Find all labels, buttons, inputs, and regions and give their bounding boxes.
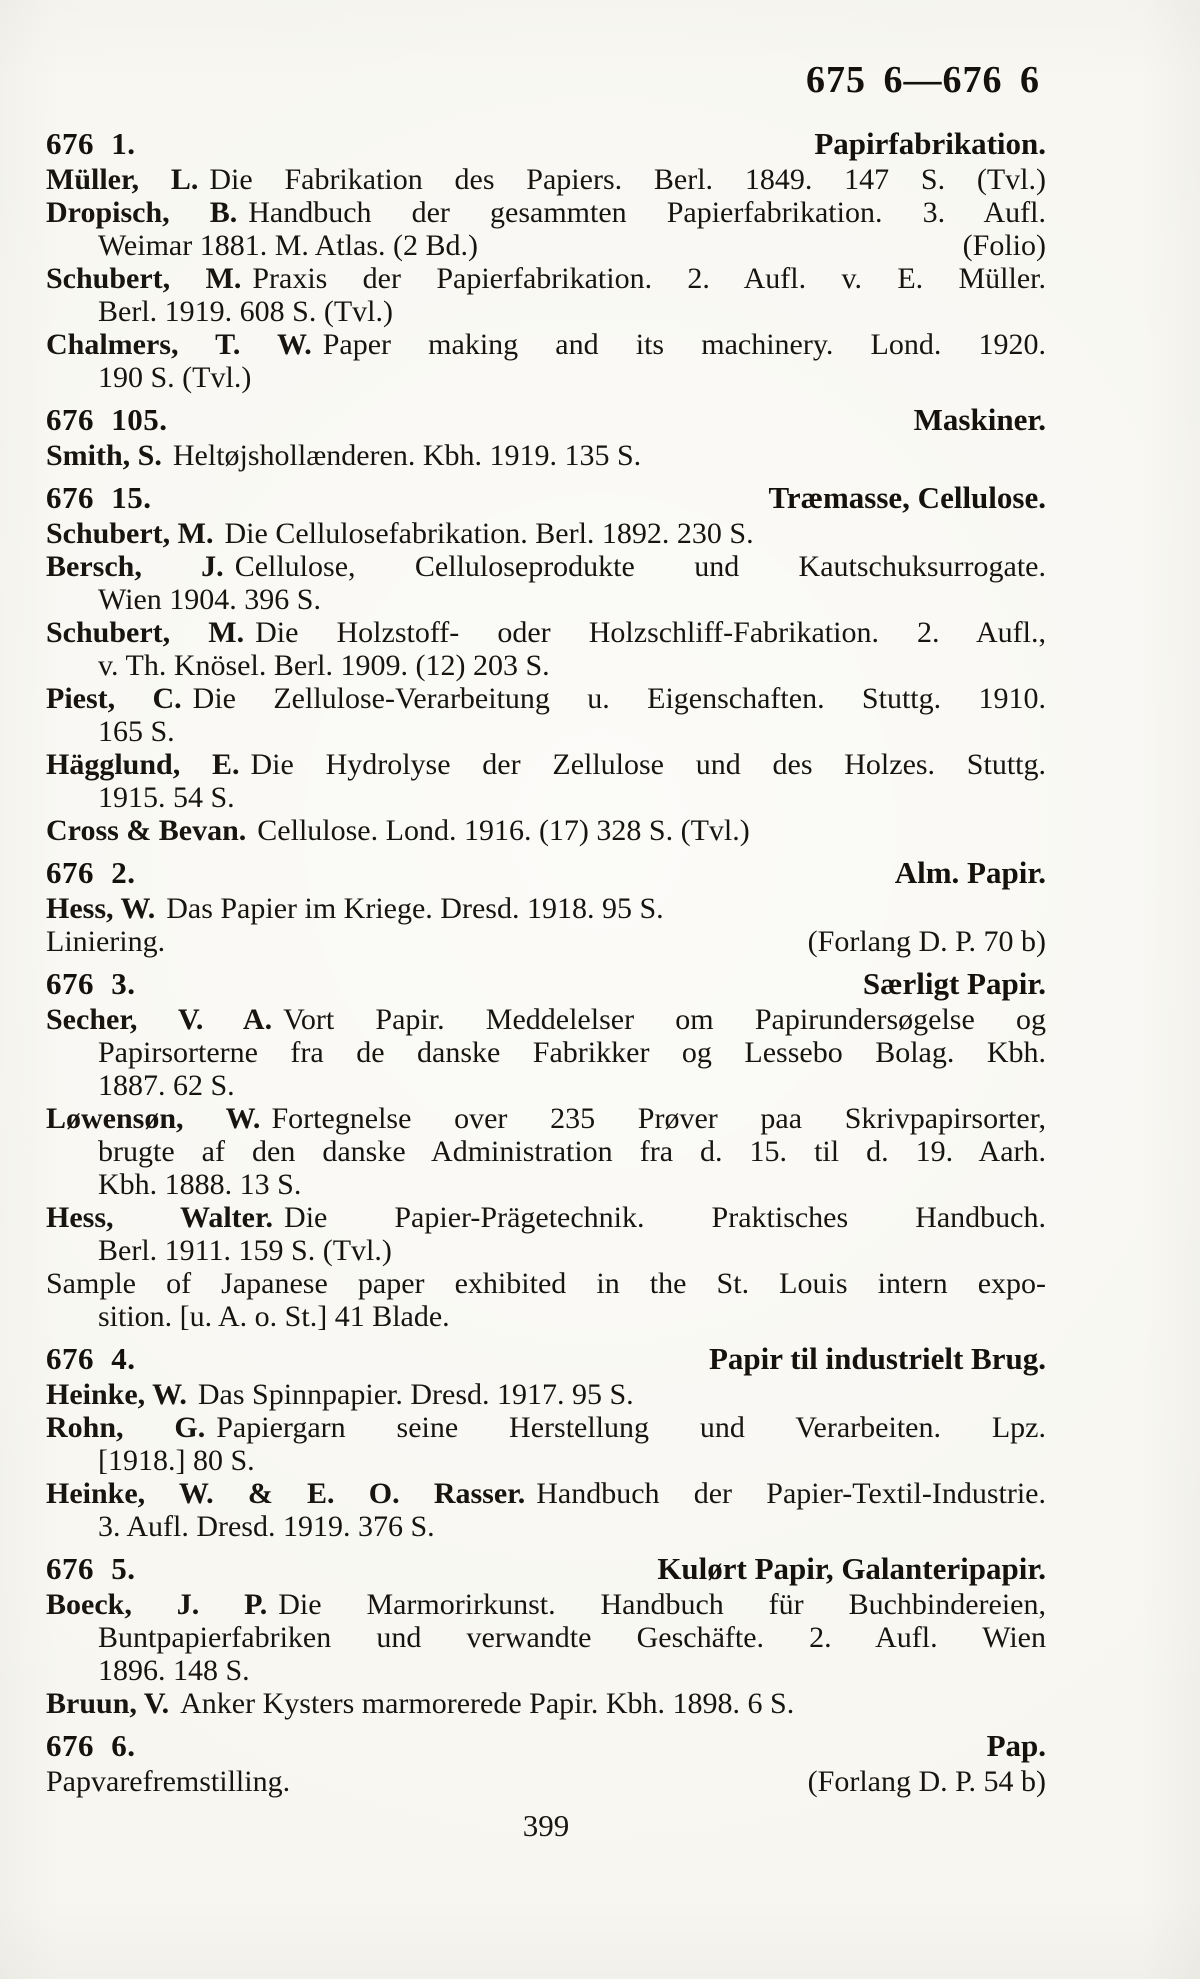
entry-line-text: Papiergarn seine Herstellung und Verarbeiten. Lpz. <box>216 1411 1046 1444</box>
entry-line-text: Paper making and its machinery. Lond. 1920. <box>322 328 1046 361</box>
entry-text <box>98 361 251 394</box>
section-heading <box>46 856 1046 889</box>
entry-line-text: [1918.] 80 S. <box>98 1444 255 1477</box>
entry-right-note: (Forlang D. P. 70 b) <box>807 925 1046 958</box>
entry-line-text: Das Papier im Kriege. Dresd. 1918. 95 S. <box>166 892 664 925</box>
entry-line <box>46 1036 1046 1069</box>
entry-author: Løwensøn, W. <box>46 1102 261 1135</box>
section-title: Særligt Papir. <box>862 966 1046 1001</box>
entry-line-text: Die Marmorirkunst. Handbuch für Buchbindereien, <box>278 1588 1046 1621</box>
bibliography-entry <box>46 682 1046 748</box>
section-number: 676 3. <box>46 966 136 1001</box>
entry-line-text: 1896. 148 S. <box>98 1654 250 1687</box>
entry-line-text: Die Hydrolyse der Zellulose und des Holzes. Stuttg. <box>250 748 1046 781</box>
entry-line <box>46 163 1046 196</box>
entry-text <box>98 1621 1046 1654</box>
entry-line <box>46 1588 1046 1621</box>
entry-author: Hess, W. <box>46 892 156 925</box>
entry-text <box>46 439 641 472</box>
entry-text <box>46 1588 1046 1621</box>
entry-line-text: Die Cellulosefabrikation. Berl. 1892. 230 S. <box>224 517 754 550</box>
entry-line <box>46 1102 1046 1135</box>
entry-text <box>46 262 1046 295</box>
entry-right-note: (Folio) <box>962 229 1046 262</box>
entry-text <box>98 649 550 682</box>
section <box>46 1552 1046 1720</box>
running-head: 675 6—676 6 <box>806 59 1040 101</box>
entry-line-text: Die Holzstoff- oder Holzschliff-Fabrikation. 2. Aufl., <box>255 616 1046 649</box>
bibliography-entry <box>46 1477 1046 1543</box>
entry-line <box>46 748 1046 781</box>
entry-line <box>46 892 1046 925</box>
entry-text <box>46 163 1046 196</box>
entry-line <box>46 1477 1046 1510</box>
entry-line <box>46 925 1046 958</box>
entry-text <box>46 550 1046 583</box>
entry-text <box>46 1378 634 1411</box>
entry-text <box>98 1300 450 1333</box>
entry-line <box>46 550 1046 583</box>
section <box>46 403 1046 472</box>
entry-line <box>46 1168 1046 1201</box>
entry-text <box>46 328 1046 361</box>
entry-line-text: Cellulose, Celluloseprodukte und Kautschuksurrogate. <box>234 550 1046 583</box>
entry-line-text: Fortegnelse over 235 Prøver paa Skrivpapirsorter, <box>271 1102 1046 1135</box>
entry-line-text: Heltøjshollænderen. Kbh. 1919. 135 S. <box>172 439 642 472</box>
entry-line-text: 1887. 62 S. <box>98 1069 235 1102</box>
entry-line-text: Buntpapierfabriken und verwandte Geschäfte. 2. Aufl. Wien <box>98 1621 1046 1654</box>
entry-text <box>46 892 664 925</box>
entry-line <box>46 361 1046 394</box>
entry-text <box>46 1765 290 1798</box>
entry-author: Chalmers, T. W. <box>46 328 312 361</box>
entry-line <box>46 1654 1046 1687</box>
entry-text <box>98 781 235 814</box>
entry-author: Cross & Bevan. <box>46 814 247 847</box>
entry-author: Piest, C. <box>46 682 182 715</box>
entry-line <box>46 1378 1046 1411</box>
section-number: 676 2. <box>46 855 136 890</box>
entry-line <box>46 229 1046 262</box>
bibliography-entry <box>46 196 1046 262</box>
entry-text <box>98 1168 301 1201</box>
entry-text <box>46 1687 794 1720</box>
section-number: 676 1. <box>46 126 136 161</box>
entry-line <box>46 1069 1046 1102</box>
bibliography <box>46 118 1046 1798</box>
entry-author: Schubert, M. <box>46 517 214 550</box>
entry-author: Rohn, G. <box>46 1411 206 1444</box>
entry-line-text: Handbuch der gesammten Papierfabrikation. 3. Aufl. <box>248 196 1046 229</box>
entry-line-text: Vort Papir. Meddelelser om Papirundersøgelse og <box>283 1003 1046 1036</box>
entry-text <box>98 715 175 748</box>
section-heading <box>46 967 1046 1000</box>
section-title: Kulørt Papir, Galanteripapir. <box>657 1551 1046 1586</box>
bibliography-entry <box>46 1201 1046 1267</box>
section-title: Alm. Papir. <box>894 855 1046 890</box>
entry-text <box>46 517 754 550</box>
entry-author: Bruun, V. <box>46 1687 170 1720</box>
entry-line <box>46 1411 1046 1444</box>
section-title: Pap. <box>986 1728 1046 1763</box>
bibliography-entry <box>46 1003 1046 1102</box>
entry-text <box>46 814 750 847</box>
bibliography-entry <box>46 517 1046 550</box>
entry-author: Dropisch, B. <box>46 196 238 229</box>
entry-line-text: Berl. 1919. 608 S. (Tvl.) <box>98 295 393 328</box>
entry-text <box>98 1510 435 1543</box>
entry-line-text: Papirsorterne fra de danske Fabrikker og Lessebo Bolag. Kbh. <box>98 1036 1046 1069</box>
entry-line <box>46 616 1046 649</box>
entry-text <box>98 229 478 262</box>
entry-line-text: v. Th. Knösel. Berl. 1909. (12) 203 S. <box>98 649 550 682</box>
entry-text <box>46 1102 1046 1135</box>
entry-line <box>46 295 1046 328</box>
entry-text <box>46 748 1046 781</box>
entry-text <box>98 1654 250 1687</box>
entry-text <box>46 1003 1046 1036</box>
entry-line <box>46 1300 1046 1333</box>
section-heading <box>46 403 1046 436</box>
section-title: Papirfabrikation. <box>814 126 1046 161</box>
entry-line-text: Das Spinnpapier. Dresd. 1917. 95 S. <box>197 1378 634 1411</box>
entry-line-text: Weimar 1881. M. Atlas. (2 Bd.) <box>98 229 479 262</box>
entry-text <box>46 925 165 958</box>
entry-line-text: Praxis der Papierfabrikation. 2. Aufl. v. E. Müller. <box>252 262 1046 295</box>
entry-line-text: 165 S. <box>98 715 175 748</box>
entry-text <box>46 1477 1046 1510</box>
entry-line-text: 1915. 54 S. <box>98 781 235 814</box>
entry-line <box>46 328 1046 361</box>
entry-line <box>46 1765 1046 1798</box>
entry-line-text: Sample of Japanese paper exhibited in the St. Louis intern expo- <box>46 1267 1046 1300</box>
entry-line-text: Die Zellulose-Verarbeitung u. Eigenschaften. Stuttg. 1910. <box>192 682 1046 715</box>
bibliography-entry <box>46 616 1046 682</box>
entry-line <box>46 1444 1046 1477</box>
section <box>46 856 1046 958</box>
entry-line <box>46 262 1046 295</box>
entry-line-text: 190 S. (Tvl.) <box>98 361 252 394</box>
bibliography-entry <box>46 439 1046 472</box>
entry-text <box>46 682 1046 715</box>
bibliography-entry <box>46 328 1046 394</box>
entry-line <box>46 1510 1046 1543</box>
entry-text <box>98 1036 1046 1069</box>
entry-line-text: Wien 1904. 396 S. <box>98 583 321 616</box>
section-title: Papir til industrielt Brug. <box>708 1341 1046 1376</box>
bibliography-entry <box>46 892 1046 925</box>
bibliography-entry <box>46 925 1046 958</box>
page-number: 399 <box>522 1808 570 1843</box>
entry-line <box>46 814 1046 847</box>
entry-text <box>46 1267 1046 1300</box>
entry-text <box>46 1201 1046 1234</box>
entry-line <box>46 649 1046 682</box>
entry-text <box>98 1444 255 1477</box>
entry-author: Müller, L. <box>46 163 199 196</box>
section-heading <box>46 481 1046 514</box>
entry-author: Smith, S. <box>46 439 162 472</box>
bibliography-entry <box>46 163 1046 196</box>
entry-line-text: Berl. 1911. 159 S. (Tvl.) <box>98 1234 392 1267</box>
entry-line <box>46 196 1046 229</box>
section <box>46 967 1046 1333</box>
bibliography-entry <box>46 1378 1046 1411</box>
bibliography-entry <box>46 1765 1046 1798</box>
entry-line-text: Die Papier-Prägetechnik. Praktisches Handbuch. <box>284 1201 1046 1234</box>
entry-line <box>46 1687 1046 1720</box>
section <box>46 1729 1046 1798</box>
bibliography-entry <box>46 1411 1046 1477</box>
bibliography-entry <box>46 1267 1046 1333</box>
section-number: 676 6. <box>46 1728 136 1763</box>
section-number: 676 105. <box>46 402 168 437</box>
section-heading <box>46 1552 1046 1585</box>
entry-line-text: Cellulose. Lond. 1916. (17) 328 S. (Tvl.) <box>257 814 750 847</box>
entry-line <box>46 715 1046 748</box>
entry-text <box>46 196 1046 229</box>
entry-author: Schubert, M. <box>46 262 242 295</box>
entry-line <box>46 1135 1046 1168</box>
section <box>46 127 1046 394</box>
entry-line-text: brugte af den danske Administration fra d. 15. til d. 19. Aarh. <box>98 1135 1046 1168</box>
section-title: Træmasse, Cellulose. <box>768 480 1046 515</box>
entry-text <box>98 1135 1046 1168</box>
entry-author: Heinke, W. <box>46 1378 187 1411</box>
bibliography-entry <box>46 748 1046 814</box>
entry-author: Heinke, W. & E. O. Rasser. <box>46 1477 526 1510</box>
entry-line <box>46 682 1046 715</box>
entry-line <box>46 1201 1046 1234</box>
entry-line-text: Papvarefremstilling. <box>46 1765 291 1798</box>
bibliography-entry <box>46 1687 1046 1720</box>
section-heading <box>46 1342 1046 1375</box>
entry-author: Schubert, M. <box>46 616 245 649</box>
bibliography-entry <box>46 1588 1046 1687</box>
entry-author: Hägglund, E. <box>46 748 240 781</box>
entry-line-text: Die Fabrikation des Papiers. Berl. 1849. 147 S. (Tvl.) <box>209 163 1046 196</box>
section-number: 676 15. <box>46 480 152 515</box>
bibliography-entry <box>46 814 1046 847</box>
section-heading <box>46 1729 1046 1762</box>
entry-right-note: (Forlang D. P. 54 b) <box>807 1765 1046 1798</box>
section-number: 676 4. <box>46 1341 136 1376</box>
entry-line <box>46 583 1046 616</box>
entry-text <box>98 583 321 616</box>
entry-line <box>46 1267 1046 1300</box>
entry-line-text: Kbh. 1888. 13 S. <box>98 1168 302 1201</box>
entry-line-text: 3. Aufl. Dresd. 1919. 376 S. <box>98 1510 435 1543</box>
entry-author: Secher, V. A. <box>46 1003 273 1036</box>
section-number: 676 5. <box>46 1551 136 1586</box>
entry-line-text: Handbuch der Papier-Textil-Industrie. <box>536 1477 1046 1510</box>
entry-line <box>46 517 1046 550</box>
entry-author: Boeck, J. P. <box>46 1588 268 1621</box>
section <box>46 481 1046 847</box>
entry-line-text: Liniering. <box>46 925 166 958</box>
section-title: Maskiner. <box>913 402 1046 437</box>
entry-line <box>46 1621 1046 1654</box>
entry-line-text: sition. [u. A. o. St.] 41 Blade. <box>98 1300 450 1333</box>
entry-text <box>98 1234 392 1267</box>
bibliography-entry <box>46 550 1046 616</box>
bibliography-entry <box>46 262 1046 328</box>
section <box>46 1342 1046 1543</box>
entry-line <box>46 781 1046 814</box>
entry-text <box>46 616 1046 649</box>
entry-line <box>46 439 1046 472</box>
bibliography-entry <box>46 1102 1046 1201</box>
entry-line <box>46 1234 1046 1267</box>
entry-author: Bersch, J. <box>46 550 224 583</box>
entry-line <box>46 1003 1046 1036</box>
section-heading <box>46 127 1046 160</box>
entry-line-text: Anker Kysters marmorerede Papir. Kbh. 1898. 6 S. <box>180 1687 795 1720</box>
entry-text <box>46 1411 1046 1444</box>
entry-text <box>98 295 393 328</box>
entry-author: Hess, Walter. <box>46 1201 274 1234</box>
entry-text <box>98 1069 235 1102</box>
